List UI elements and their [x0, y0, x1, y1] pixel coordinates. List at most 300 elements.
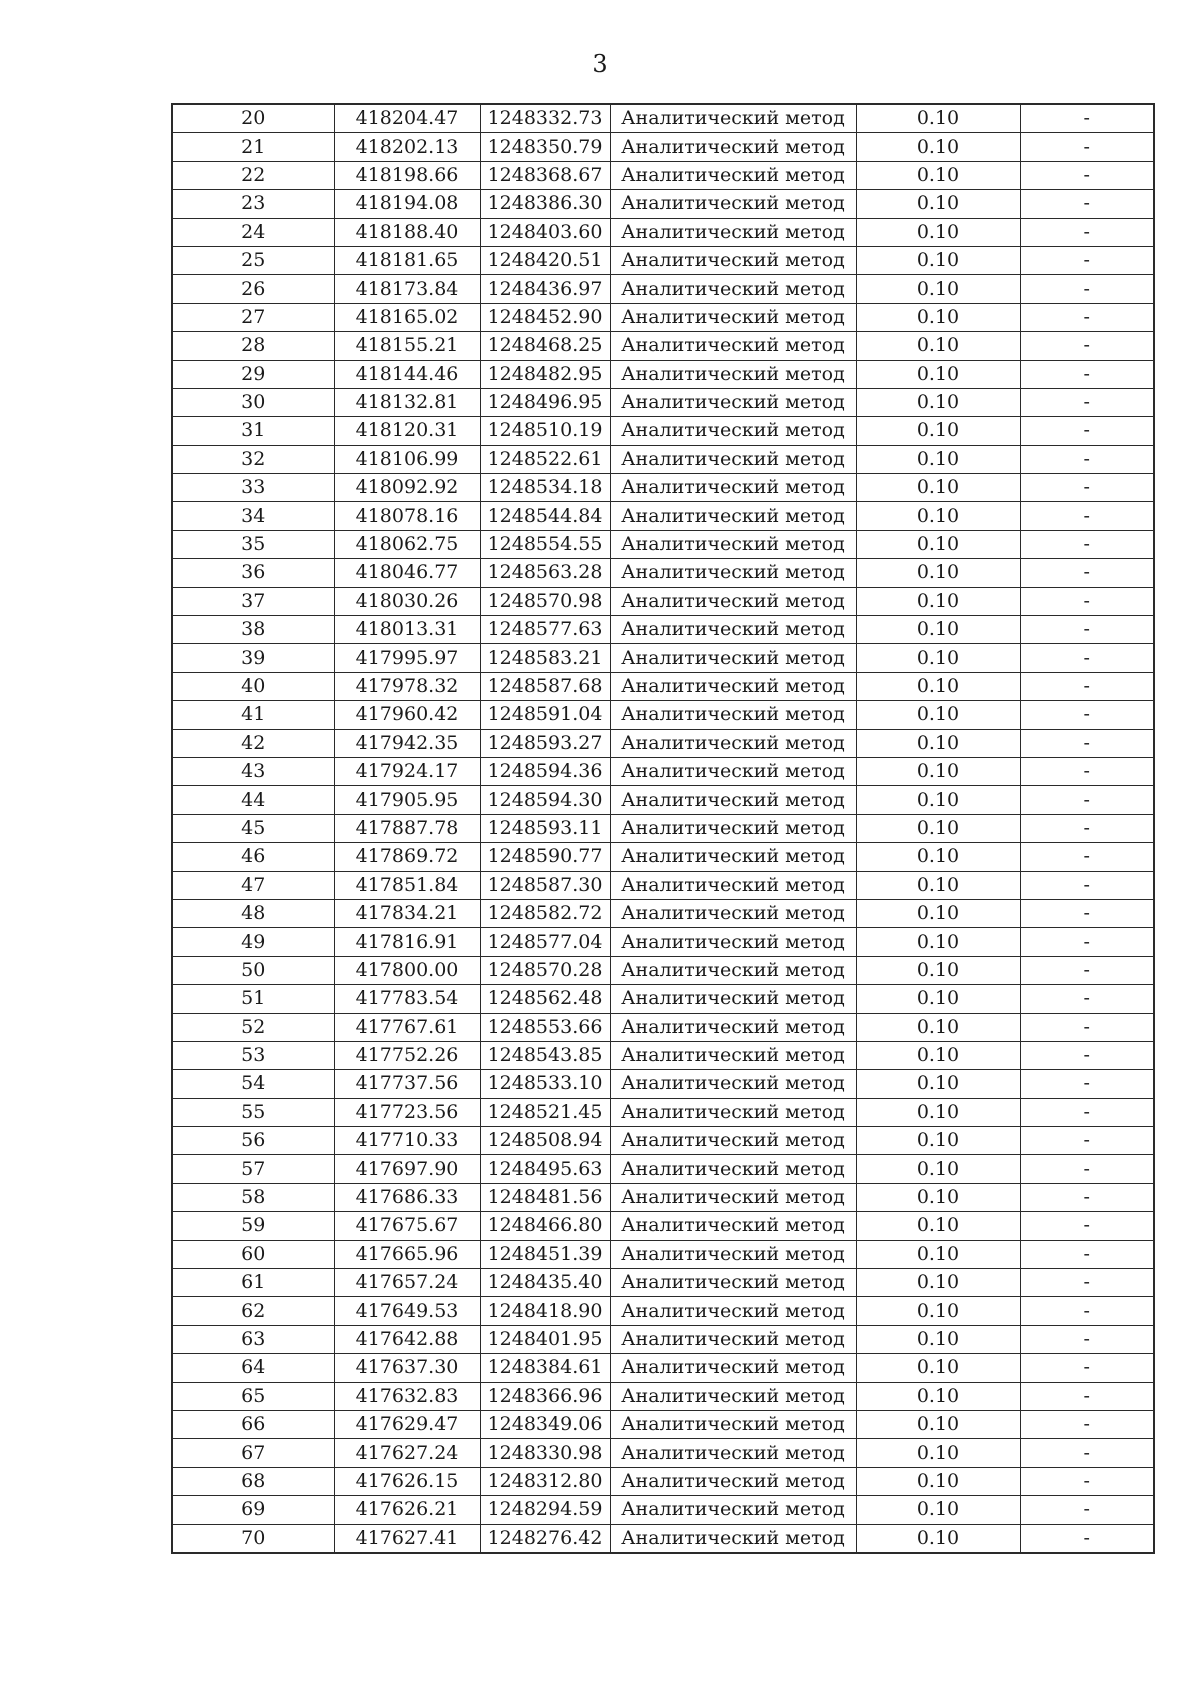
table-row	[172, 275, 1154, 303]
point-number-cell: 30	[172, 388, 334, 416]
method-cell: Аналитический метод	[610, 559, 856, 587]
table-row	[172, 1098, 1154, 1126]
note-cell: -	[1020, 1297, 1154, 1325]
point-number-cell: 26	[172, 275, 334, 303]
accuracy-cell: 0.10	[856, 1041, 1020, 1069]
method-cell: Аналитический метод	[610, 729, 856, 757]
note-cell: -	[1020, 360, 1154, 388]
point-number-cell: 64	[172, 1354, 334, 1382]
table-row	[172, 303, 1154, 331]
y-coordinate-cell: 1248521.45	[480, 1098, 610, 1126]
point-number-cell: 70	[172, 1524, 334, 1553]
note-cell: -	[1020, 1354, 1154, 1382]
x-coordinate-cell: 418046.77	[334, 559, 480, 587]
table-row	[172, 474, 1154, 502]
table-row	[172, 530, 1154, 558]
note-cell: -	[1020, 1382, 1154, 1410]
point-number-cell: 58	[172, 1183, 334, 1211]
point-number-cell: 34	[172, 502, 334, 530]
x-coordinate-cell: 418120.31	[334, 417, 480, 445]
y-coordinate-cell: 1248420.51	[480, 246, 610, 274]
table-row	[172, 786, 1154, 814]
x-coordinate-cell: 418173.84	[334, 275, 480, 303]
accuracy-cell: 0.10	[856, 1354, 1020, 1382]
x-coordinate-cell: 418165.02	[334, 303, 480, 331]
point-number-cell: 68	[172, 1467, 334, 1495]
x-coordinate-cell: 418188.40	[334, 218, 480, 246]
table-row	[172, 1127, 1154, 1155]
y-coordinate-cell: 1248496.95	[480, 388, 610, 416]
note-cell: -	[1020, 644, 1154, 672]
table-row	[172, 1240, 1154, 1268]
table-row	[172, 1325, 1154, 1353]
method-cell: Аналитический метод	[610, 445, 856, 473]
method-cell: Аналитический метод	[610, 502, 856, 530]
point-number-cell: 59	[172, 1212, 334, 1240]
point-number-cell: 52	[172, 1013, 334, 1041]
x-coordinate-cell: 417642.88	[334, 1325, 480, 1353]
note-cell: -	[1020, 246, 1154, 274]
method-cell: Аналитический метод	[610, 616, 856, 644]
method-cell: Аналитический метод	[610, 1439, 856, 1467]
accuracy-cell: 0.10	[856, 360, 1020, 388]
table-row	[172, 843, 1154, 871]
table-row	[172, 1297, 1154, 1325]
point-number-cell: 28	[172, 332, 334, 360]
point-number-cell: 36	[172, 559, 334, 587]
method-cell: Аналитический метод	[610, 190, 856, 218]
x-coordinate-cell: 417626.21	[334, 1496, 480, 1524]
y-coordinate-cell: 1248533.10	[480, 1070, 610, 1098]
method-cell: Аналитический метод	[610, 275, 856, 303]
x-coordinate-cell: 417887.78	[334, 814, 480, 842]
point-number-cell: 46	[172, 843, 334, 871]
note-cell: -	[1020, 388, 1154, 416]
accuracy-cell: 0.10	[856, 1183, 1020, 1211]
accuracy-cell: 0.10	[856, 1410, 1020, 1438]
note-cell: -	[1020, 133, 1154, 161]
accuracy-cell: 0.10	[856, 417, 1020, 445]
x-coordinate-cell: 418106.99	[334, 445, 480, 473]
accuracy-cell: 0.10	[856, 587, 1020, 615]
y-coordinate-cell: 1248562.48	[480, 985, 610, 1013]
table-row	[172, 104, 1154, 133]
accuracy-cell: 0.10	[856, 1325, 1020, 1353]
method-cell: Аналитический метод	[610, 985, 856, 1013]
table-row	[172, 388, 1154, 416]
point-number-cell: 60	[172, 1240, 334, 1268]
accuracy-cell: 0.10	[856, 672, 1020, 700]
note-cell: -	[1020, 1467, 1154, 1495]
table-row	[172, 502, 1154, 530]
table-row	[172, 1467, 1154, 1495]
x-coordinate-cell: 417783.54	[334, 985, 480, 1013]
accuracy-cell: 0.10	[856, 246, 1020, 274]
accuracy-cell: 0.10	[856, 530, 1020, 558]
y-coordinate-cell: 1248593.11	[480, 814, 610, 842]
method-cell: Аналитический метод	[610, 757, 856, 785]
note-cell: -	[1020, 701, 1154, 729]
x-coordinate-cell: 417710.33	[334, 1127, 480, 1155]
coordinates-table-body	[172, 104, 1154, 1553]
y-coordinate-cell: 1248482.95	[480, 360, 610, 388]
accuracy-cell: 0.10	[856, 559, 1020, 587]
note-cell: -	[1020, 729, 1154, 757]
method-cell: Аналитический метод	[610, 133, 856, 161]
point-number-cell: 50	[172, 956, 334, 984]
note-cell: -	[1020, 899, 1154, 927]
accuracy-cell: 0.10	[856, 1382, 1020, 1410]
point-number-cell: 35	[172, 530, 334, 558]
x-coordinate-cell: 417632.83	[334, 1382, 480, 1410]
y-coordinate-cell: 1248590.77	[480, 843, 610, 871]
method-cell: Аналитический метод	[610, 1410, 856, 1438]
accuracy-cell: 0.10	[856, 757, 1020, 785]
point-number-cell: 22	[172, 161, 334, 189]
point-number-cell: 51	[172, 985, 334, 1013]
table-row	[172, 1524, 1154, 1553]
method-cell: Аналитический метод	[610, 1297, 856, 1325]
point-number-cell: 21	[172, 133, 334, 161]
table-row	[172, 701, 1154, 729]
accuracy-cell: 0.10	[856, 1212, 1020, 1240]
note-cell: -	[1020, 1183, 1154, 1211]
table-row	[172, 133, 1154, 161]
note-cell: -	[1020, 1070, 1154, 1098]
y-coordinate-cell: 1248466.80	[480, 1212, 610, 1240]
note-cell: -	[1020, 1524, 1154, 1553]
y-coordinate-cell: 1248401.95	[480, 1325, 610, 1353]
note-cell: -	[1020, 1212, 1154, 1240]
y-coordinate-cell: 1248510.19	[480, 417, 610, 445]
x-coordinate-cell: 418013.31	[334, 616, 480, 644]
x-coordinate-cell: 417627.24	[334, 1439, 480, 1467]
x-coordinate-cell: 417960.42	[334, 701, 480, 729]
x-coordinate-cell: 418155.21	[334, 332, 480, 360]
point-number-cell: 67	[172, 1439, 334, 1467]
method-cell: Аналитический метод	[610, 530, 856, 558]
table-row	[172, 928, 1154, 956]
method-cell: Аналитический метод	[610, 104, 856, 133]
accuracy-cell: 0.10	[856, 1269, 1020, 1297]
table-row	[172, 1496, 1154, 1524]
x-coordinate-cell: 417665.96	[334, 1240, 480, 1268]
accuracy-cell: 0.10	[856, 1098, 1020, 1126]
accuracy-cell: 0.10	[856, 729, 1020, 757]
method-cell: Аналитический метод	[610, 814, 856, 842]
y-coordinate-cell: 1248294.59	[480, 1496, 610, 1524]
x-coordinate-cell: 417924.17	[334, 757, 480, 785]
page-number: 3	[592, 50, 608, 78]
x-coordinate-cell: 417649.53	[334, 1297, 480, 1325]
note-cell: -	[1020, 1496, 1154, 1524]
y-coordinate-cell: 1248570.98	[480, 587, 610, 615]
note-cell: -	[1020, 417, 1154, 445]
method-cell: Аналитический метод	[610, 1041, 856, 1069]
accuracy-cell: 0.10	[856, 388, 1020, 416]
method-cell: Аналитический метод	[610, 417, 856, 445]
table-row	[172, 1354, 1154, 1382]
note-cell: -	[1020, 218, 1154, 246]
accuracy-cell: 0.10	[856, 1127, 1020, 1155]
note-cell: -	[1020, 757, 1154, 785]
method-cell: Аналитический метод	[610, 161, 856, 189]
y-coordinate-cell: 1248577.63	[480, 616, 610, 644]
accuracy-cell: 0.10	[856, 218, 1020, 246]
x-coordinate-cell: 418078.16	[334, 502, 480, 530]
y-coordinate-cell: 1248366.96	[480, 1382, 610, 1410]
method-cell: Аналитический метод	[610, 1013, 856, 1041]
x-coordinate-cell: 417627.41	[334, 1524, 480, 1553]
y-coordinate-cell: 1248418.90	[480, 1297, 610, 1325]
y-coordinate-cell: 1248332.73	[480, 104, 610, 133]
table-row	[172, 1269, 1154, 1297]
accuracy-cell: 0.10	[856, 871, 1020, 899]
method-cell: Аналитический метод	[610, 871, 856, 899]
coordinates-table	[171, 103, 1155, 1554]
accuracy-cell: 0.10	[856, 1240, 1020, 1268]
accuracy-cell: 0.10	[856, 133, 1020, 161]
x-coordinate-cell: 418062.75	[334, 530, 480, 558]
y-coordinate-cell: 1248591.04	[480, 701, 610, 729]
method-cell: Аналитический метод	[610, 1098, 856, 1126]
y-coordinate-cell: 1248534.18	[480, 474, 610, 502]
point-number-cell: 43	[172, 757, 334, 785]
x-coordinate-cell: 417737.56	[334, 1070, 480, 1098]
point-number-cell: 39	[172, 644, 334, 672]
point-number-cell: 31	[172, 417, 334, 445]
point-number-cell: 42	[172, 729, 334, 757]
point-number-cell: 54	[172, 1070, 334, 1098]
table-row	[172, 1070, 1154, 1098]
point-number-cell: 62	[172, 1297, 334, 1325]
method-cell: Аналитический метод	[610, 246, 856, 274]
y-coordinate-cell: 1248452.90	[480, 303, 610, 331]
method-cell: Аналитический метод	[610, 1467, 856, 1495]
point-number-cell: 55	[172, 1098, 334, 1126]
x-coordinate-cell: 417834.21	[334, 899, 480, 927]
table-row	[172, 1155, 1154, 1183]
point-number-cell: 29	[172, 360, 334, 388]
table-row	[172, 161, 1154, 189]
note-cell: -	[1020, 275, 1154, 303]
y-coordinate-cell: 1248587.30	[480, 871, 610, 899]
y-coordinate-cell: 1248594.30	[480, 786, 610, 814]
note-cell: -	[1020, 1439, 1154, 1467]
note-cell: -	[1020, 1325, 1154, 1353]
table-row	[172, 1212, 1154, 1240]
y-coordinate-cell: 1248368.67	[480, 161, 610, 189]
table-row	[172, 246, 1154, 274]
method-cell: Аналитический метод	[610, 1325, 856, 1353]
table-row	[172, 360, 1154, 388]
accuracy-cell: 0.10	[856, 275, 1020, 303]
x-coordinate-cell: 418198.66	[334, 161, 480, 189]
method-cell: Аналитический метод	[610, 843, 856, 871]
note-cell: -	[1020, 559, 1154, 587]
table-row	[172, 1041, 1154, 1069]
accuracy-cell: 0.10	[856, 843, 1020, 871]
x-coordinate-cell: 418204.47	[334, 104, 480, 133]
table-row	[172, 871, 1154, 899]
table-row	[172, 559, 1154, 587]
note-cell: -	[1020, 928, 1154, 956]
method-cell: Аналитический метод	[610, 1524, 856, 1553]
y-coordinate-cell: 1248436.97	[480, 275, 610, 303]
method-cell: Аналитический метод	[610, 1070, 856, 1098]
accuracy-cell: 0.10	[856, 332, 1020, 360]
accuracy-cell: 0.10	[856, 814, 1020, 842]
table-row	[172, 956, 1154, 984]
point-number-cell: 49	[172, 928, 334, 956]
y-coordinate-cell: 1248508.94	[480, 1127, 610, 1155]
y-coordinate-cell: 1248495.63	[480, 1155, 610, 1183]
point-number-cell: 66	[172, 1410, 334, 1438]
table-row	[172, 1013, 1154, 1041]
x-coordinate-cell: 417723.56	[334, 1098, 480, 1126]
y-coordinate-cell: 1248570.28	[480, 956, 610, 984]
accuracy-cell: 0.10	[856, 1439, 1020, 1467]
note-cell: -	[1020, 332, 1154, 360]
accuracy-cell: 0.10	[856, 616, 1020, 644]
y-coordinate-cell: 1248481.56	[480, 1183, 610, 1211]
y-coordinate-cell: 1248403.60	[480, 218, 610, 246]
point-number-cell: 27	[172, 303, 334, 331]
x-coordinate-cell: 418132.81	[334, 388, 480, 416]
note-cell: -	[1020, 303, 1154, 331]
point-number-cell: 37	[172, 587, 334, 615]
y-coordinate-cell: 1248451.39	[480, 1240, 610, 1268]
method-cell: Аналитический метод	[610, 956, 856, 984]
x-coordinate-cell: 418194.08	[334, 190, 480, 218]
table-row	[172, 190, 1154, 218]
point-number-cell: 23	[172, 190, 334, 218]
table-row	[172, 1439, 1154, 1467]
point-number-cell: 69	[172, 1496, 334, 1524]
point-number-cell: 20	[172, 104, 334, 133]
x-coordinate-cell: 417752.26	[334, 1041, 480, 1069]
method-cell: Аналитический метод	[610, 899, 856, 927]
x-coordinate-cell: 417626.15	[334, 1467, 480, 1495]
note-cell: -	[1020, 474, 1154, 502]
x-coordinate-cell: 417978.32	[334, 672, 480, 700]
table-row	[172, 644, 1154, 672]
method-cell: Аналитический метод	[610, 928, 856, 956]
method-cell: Аналитический метод	[610, 1127, 856, 1155]
note-cell: -	[1020, 1269, 1154, 1297]
point-number-cell: 25	[172, 246, 334, 274]
accuracy-cell: 0.10	[856, 1297, 1020, 1325]
accuracy-cell: 0.10	[856, 1013, 1020, 1041]
table-row	[172, 985, 1154, 1013]
method-cell: Аналитический метод	[610, 701, 856, 729]
method-cell: Аналитический метод	[610, 360, 856, 388]
x-coordinate-cell: 418181.65	[334, 246, 480, 274]
method-cell: Аналитический метод	[610, 672, 856, 700]
accuracy-cell: 0.10	[856, 1467, 1020, 1495]
x-coordinate-cell: 418092.92	[334, 474, 480, 502]
table-row	[172, 729, 1154, 757]
point-number-cell: 24	[172, 218, 334, 246]
point-number-cell: 65	[172, 1382, 334, 1410]
y-coordinate-cell: 1248577.04	[480, 928, 610, 956]
x-coordinate-cell: 418144.46	[334, 360, 480, 388]
method-cell: Аналитический метод	[610, 388, 856, 416]
method-cell: Аналитический метод	[610, 1382, 856, 1410]
x-coordinate-cell: 417905.95	[334, 786, 480, 814]
accuracy-cell: 0.10	[856, 1070, 1020, 1098]
accuracy-cell: 0.10	[856, 1496, 1020, 1524]
accuracy-cell: 0.10	[856, 502, 1020, 530]
table-row	[172, 757, 1154, 785]
x-coordinate-cell: 417697.90	[334, 1155, 480, 1183]
x-coordinate-cell: 417675.67	[334, 1212, 480, 1240]
method-cell: Аналитический метод	[610, 218, 856, 246]
table-row	[172, 1382, 1154, 1410]
table-row	[172, 417, 1154, 445]
note-cell: -	[1020, 587, 1154, 615]
method-cell: Аналитический метод	[610, 1240, 856, 1268]
point-number-cell: 32	[172, 445, 334, 473]
note-cell: -	[1020, 1410, 1154, 1438]
note-cell: -	[1020, 616, 1154, 644]
note-cell: -	[1020, 161, 1154, 189]
point-number-cell: 38	[172, 616, 334, 644]
table-row	[172, 672, 1154, 700]
method-cell: Аналитический метод	[610, 303, 856, 331]
point-number-cell: 40	[172, 672, 334, 700]
point-number-cell: 45	[172, 814, 334, 842]
method-cell: Аналитический метод	[610, 474, 856, 502]
note-cell: -	[1020, 1041, 1154, 1069]
note-cell: -	[1020, 814, 1154, 842]
method-cell: Аналитический метод	[610, 332, 856, 360]
y-coordinate-cell: 1248553.66	[480, 1013, 610, 1041]
y-coordinate-cell: 1248386.30	[480, 190, 610, 218]
point-number-cell: 48	[172, 899, 334, 927]
table-row	[172, 332, 1154, 360]
method-cell: Аналитический метод	[610, 1269, 856, 1297]
x-coordinate-cell: 417816.91	[334, 928, 480, 956]
point-number-cell: 44	[172, 786, 334, 814]
table-row	[172, 616, 1154, 644]
point-number-cell: 61	[172, 1269, 334, 1297]
method-cell: Аналитический метод	[610, 1212, 856, 1240]
table-row	[172, 445, 1154, 473]
point-number-cell: 33	[172, 474, 334, 502]
method-cell: Аналитический метод	[610, 786, 856, 814]
x-coordinate-cell: 418202.13	[334, 133, 480, 161]
y-coordinate-cell: 1248543.85	[480, 1041, 610, 1069]
x-coordinate-cell: 417686.33	[334, 1183, 480, 1211]
y-coordinate-cell: 1248435.40	[480, 1269, 610, 1297]
method-cell: Аналитический метод	[610, 587, 856, 615]
x-coordinate-cell: 417942.35	[334, 729, 480, 757]
x-coordinate-cell: 417869.72	[334, 843, 480, 871]
y-coordinate-cell: 1248276.42	[480, 1524, 610, 1553]
x-coordinate-cell: 417995.97	[334, 644, 480, 672]
y-coordinate-cell: 1248563.28	[480, 559, 610, 587]
table-row	[172, 218, 1154, 246]
y-coordinate-cell: 1248582.72	[480, 899, 610, 927]
accuracy-cell: 0.10	[856, 644, 1020, 672]
note-cell: -	[1020, 1013, 1154, 1041]
y-coordinate-cell: 1248349.06	[480, 1410, 610, 1438]
accuracy-cell: 0.10	[856, 701, 1020, 729]
note-cell: -	[1020, 1155, 1154, 1183]
note-cell: -	[1020, 530, 1154, 558]
method-cell: Аналитический метод	[610, 1183, 856, 1211]
